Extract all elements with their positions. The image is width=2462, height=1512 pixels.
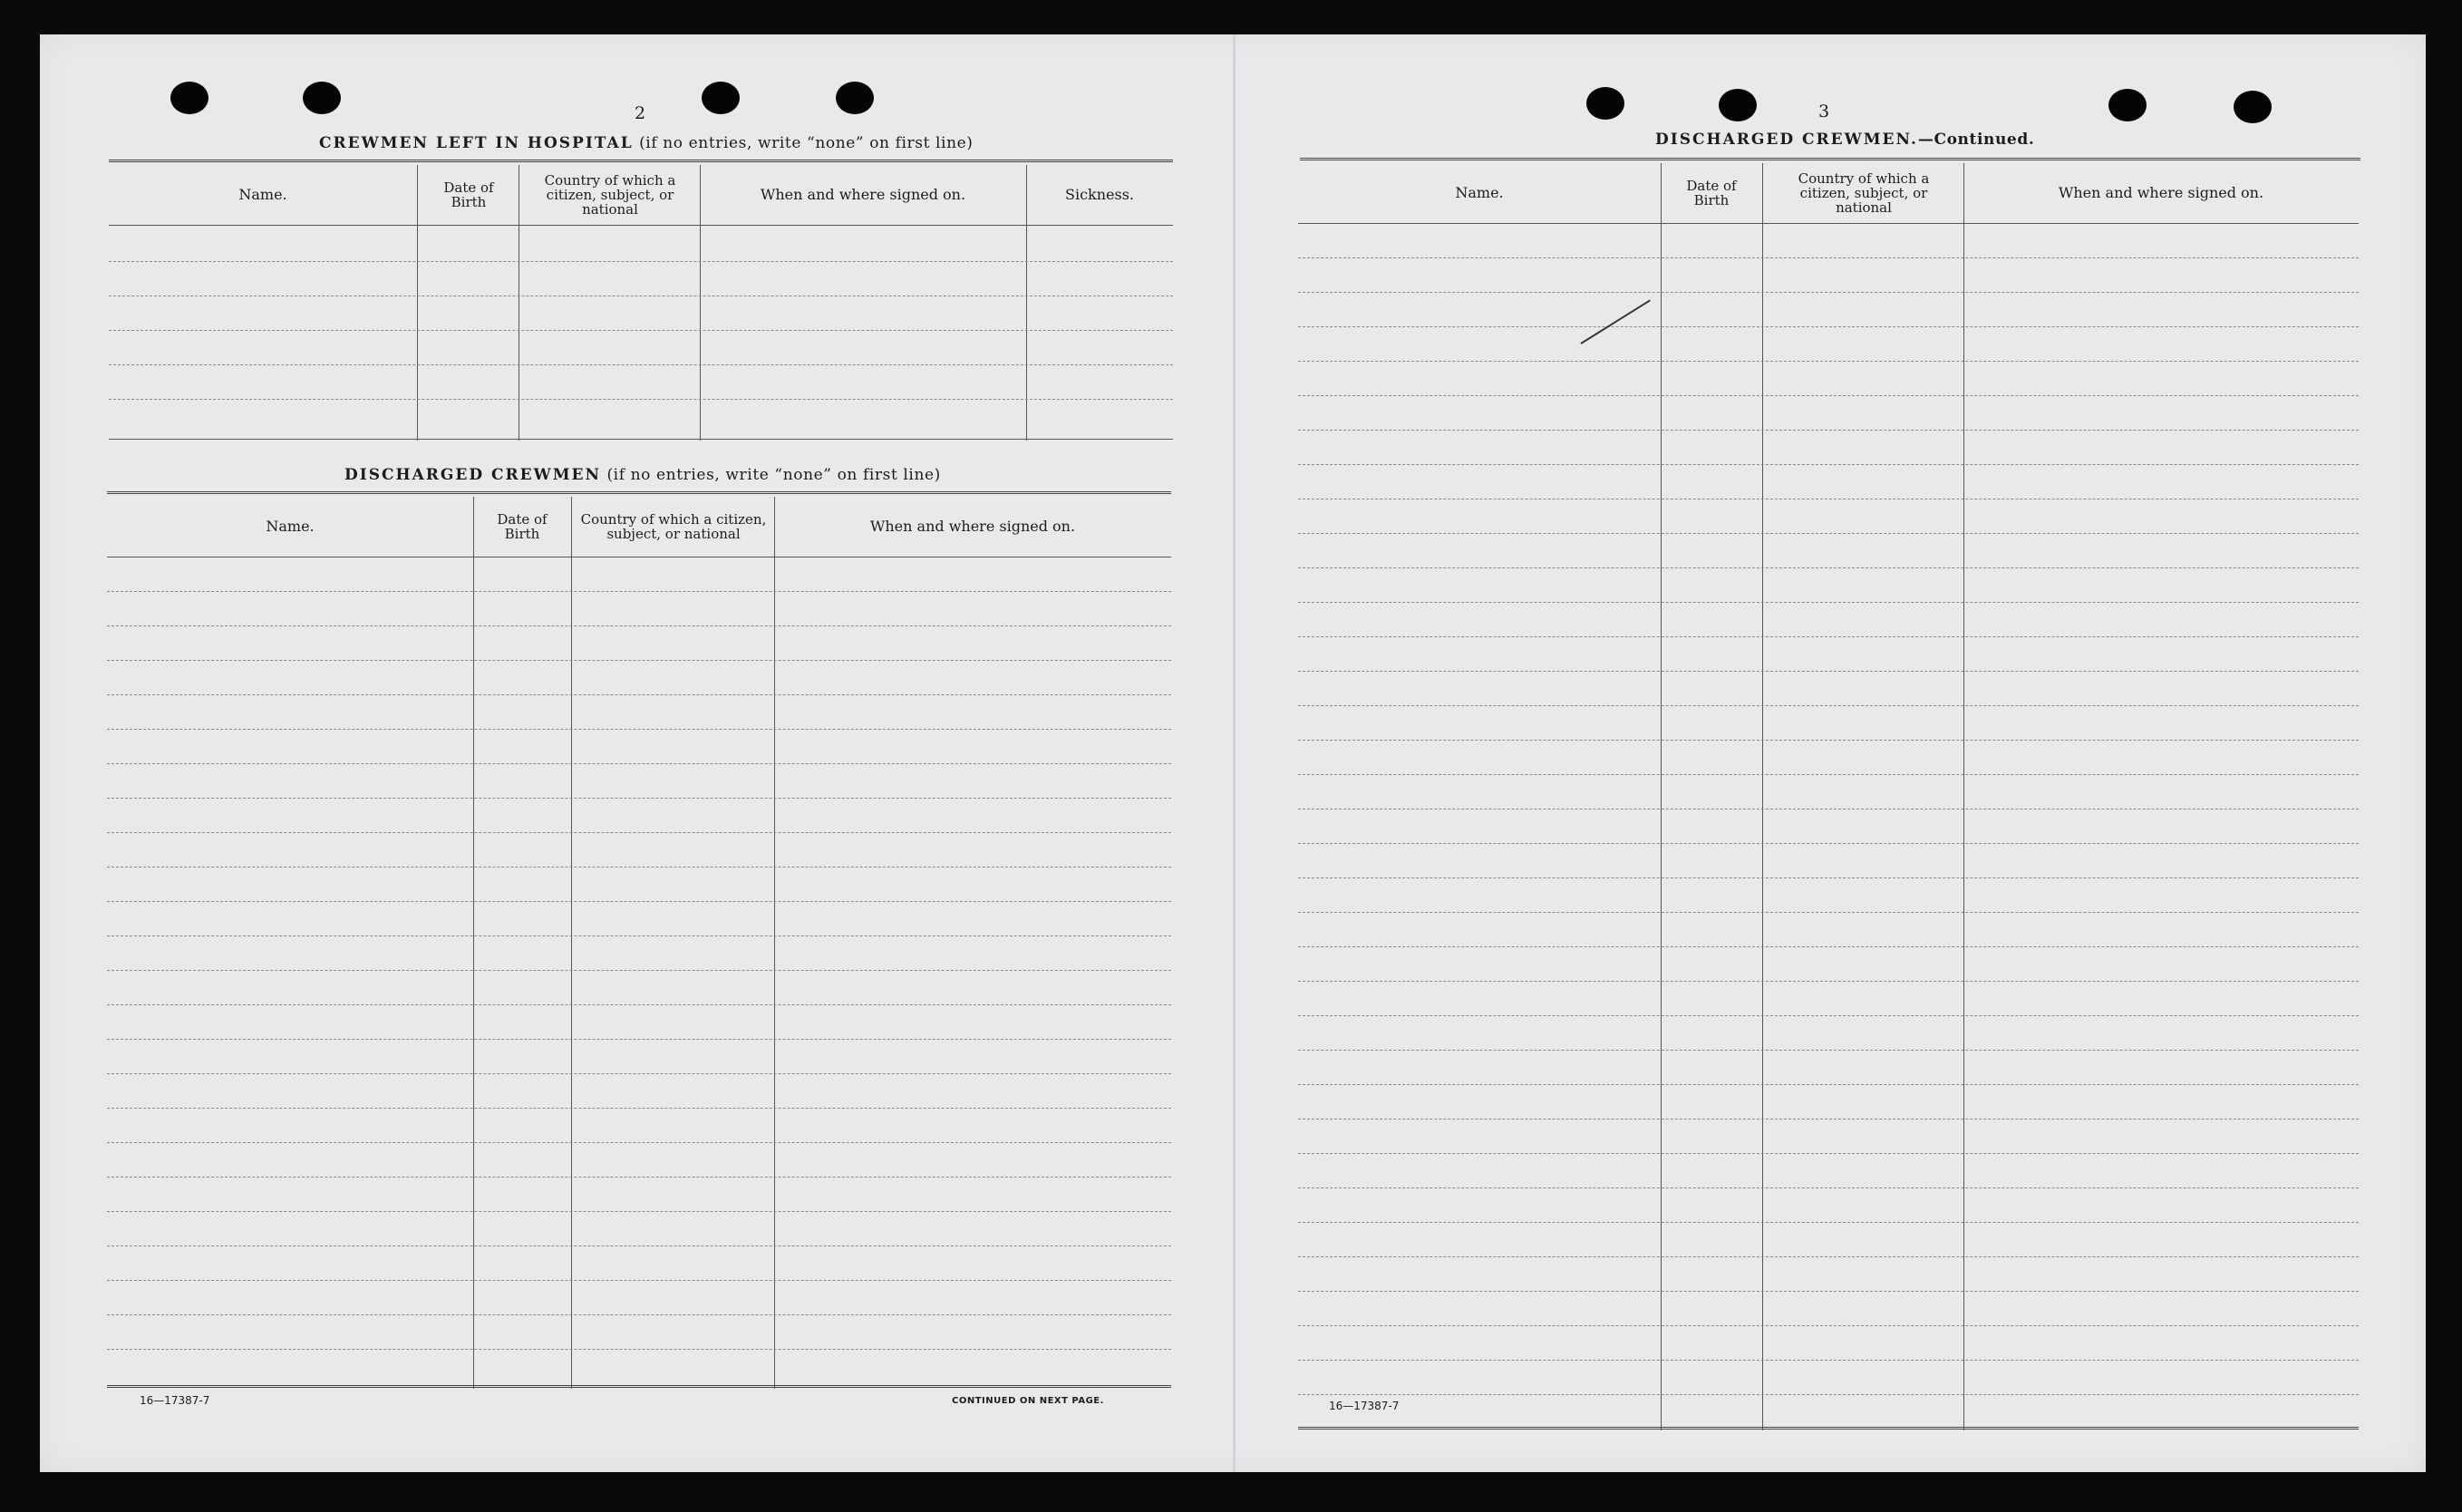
entry-line xyxy=(1298,533,2359,534)
column-divider xyxy=(774,497,775,1389)
column-header-country: Country of which a citizen, subject, or national xyxy=(544,172,676,218)
discharged-title-note: (if no entries, write “none” on first line) xyxy=(606,466,941,484)
column-header-sickness: Sickness. xyxy=(1064,186,1134,203)
entry-line xyxy=(1298,1015,2359,1016)
right-discharged-table xyxy=(1298,163,2359,1430)
table-bottom-rule xyxy=(107,1385,1171,1391)
right-title-text: DISCHARGED CREWMEN. xyxy=(1655,131,1918,149)
punch-hole xyxy=(2108,89,2147,121)
column-header-date-of-birth: Date of Birth xyxy=(443,179,494,210)
entry-line xyxy=(1298,1222,2359,1223)
entry-line xyxy=(107,970,1171,971)
column-header-signed-on: When and where signed on. xyxy=(760,186,966,203)
entry-line xyxy=(107,1245,1171,1246)
entry-line xyxy=(107,660,1171,661)
entry-line xyxy=(1298,1084,2359,1085)
entry-line xyxy=(1298,877,2359,878)
entry-line xyxy=(107,832,1171,833)
entry-line xyxy=(1298,361,2359,362)
punch-hole xyxy=(1719,89,1757,121)
entry-line xyxy=(1298,326,2359,327)
table-bottom-rule xyxy=(1298,1427,2359,1432)
entry-line xyxy=(107,1108,1171,1109)
header-rule xyxy=(109,225,1173,226)
entry-line xyxy=(107,591,1171,592)
hospital-table xyxy=(109,165,1173,441)
column-divider xyxy=(1661,163,1662,1430)
entry-line xyxy=(107,1280,1171,1281)
column-header-name: Name. xyxy=(1455,184,1504,201)
column-header-signed-on: When and where signed on. xyxy=(2058,184,2264,201)
entry-line xyxy=(1298,1325,2359,1326)
page-fold xyxy=(1233,34,1236,1472)
page-number-right: 3 xyxy=(1818,102,1830,121)
punch-hole xyxy=(170,82,208,114)
punch-hole xyxy=(1586,87,1624,120)
punch-hole xyxy=(2234,91,2272,123)
entry-line xyxy=(1298,1394,2359,1395)
entry-line xyxy=(107,729,1171,730)
entry-line xyxy=(107,1142,1171,1143)
entry-line xyxy=(1298,602,2359,603)
page-number-left: 2 xyxy=(635,103,646,123)
hospital-title-note: (if no entries, write “none” on first line) xyxy=(639,134,974,152)
column-header-signed-on: When and where signed on. xyxy=(869,518,1076,535)
entry-line xyxy=(109,330,1173,331)
entry-line xyxy=(1298,257,2359,258)
entry-line xyxy=(1298,636,2359,637)
entry-line xyxy=(1298,464,2359,465)
column-header-name: Name. xyxy=(266,518,315,535)
punch-hole xyxy=(303,82,341,114)
discharged-table xyxy=(107,497,1171,1389)
column-divider xyxy=(571,497,572,1389)
hospital-section-title xyxy=(319,134,974,152)
entry-line xyxy=(107,935,1171,936)
entry-line xyxy=(1298,671,2359,672)
hospital-title-text: CREWMEN LEFT IN HOSPITAL xyxy=(319,134,634,152)
entry-line xyxy=(1298,774,2359,775)
column-divider xyxy=(1963,163,1964,1430)
right-section-title xyxy=(1655,131,2034,149)
entry-line xyxy=(107,1039,1171,1040)
column-header-country: Country of which a citizen, subject, or national xyxy=(1798,170,1930,216)
column-header-country: Country of which a citizen, subject, or national xyxy=(580,511,767,542)
entry-line xyxy=(1298,1256,2359,1257)
right-title-suffix: —Continued. xyxy=(1917,131,2035,149)
entry-line xyxy=(107,763,1171,764)
column-divider xyxy=(1762,163,1763,1430)
entry-line xyxy=(1298,946,2359,947)
entry-line xyxy=(1298,292,2359,293)
entry-line xyxy=(109,261,1173,262)
entry-line xyxy=(107,625,1171,626)
header-rule xyxy=(1298,223,2359,224)
discharged-section-title xyxy=(344,466,941,484)
entry-line xyxy=(109,364,1173,365)
entry-line xyxy=(1298,1153,2359,1154)
entry-line xyxy=(1298,843,2359,844)
entry-line xyxy=(107,694,1171,695)
entry-line xyxy=(1298,1360,2359,1361)
punch-hole xyxy=(836,82,874,114)
entry-line xyxy=(1298,740,2359,741)
entry-line xyxy=(1298,1187,2359,1188)
entry-line xyxy=(1298,705,2359,706)
entry-line xyxy=(107,1004,1171,1005)
table-bottom-rule xyxy=(109,439,1173,440)
column-divider xyxy=(473,497,474,1389)
column-header-date-of-birth: Date of Birth xyxy=(497,511,548,542)
entry-line xyxy=(1298,1291,2359,1292)
entry-line xyxy=(1298,395,2359,396)
entry-line xyxy=(107,1211,1171,1212)
entry-line xyxy=(107,798,1171,799)
form-code-left: 16—17387-7 xyxy=(140,1394,210,1407)
entry-line xyxy=(107,1314,1171,1315)
discharged-title-text: DISCHARGED CREWMEN xyxy=(344,466,602,484)
entry-line xyxy=(107,1177,1171,1178)
column-header-date-of-birth: Date of Birth xyxy=(1686,178,1737,208)
column-header-name: Name. xyxy=(238,186,287,203)
punch-hole xyxy=(702,82,740,114)
entry-line xyxy=(1298,1050,2359,1051)
continued-note: CONTINUED ON NEXT PAGE. xyxy=(952,1396,1104,1406)
entry-line xyxy=(1298,567,2359,568)
entry-line xyxy=(1298,981,2359,982)
entry-line xyxy=(107,1073,1171,1074)
entry-line xyxy=(1298,430,2359,431)
entry-line xyxy=(109,399,1173,400)
entry-line xyxy=(107,901,1171,902)
entry-line xyxy=(1298,912,2359,913)
entry-line xyxy=(107,1349,1171,1350)
form-code-right: 16—17387-7 xyxy=(1329,1400,1400,1412)
form-sheet xyxy=(40,34,2426,1472)
